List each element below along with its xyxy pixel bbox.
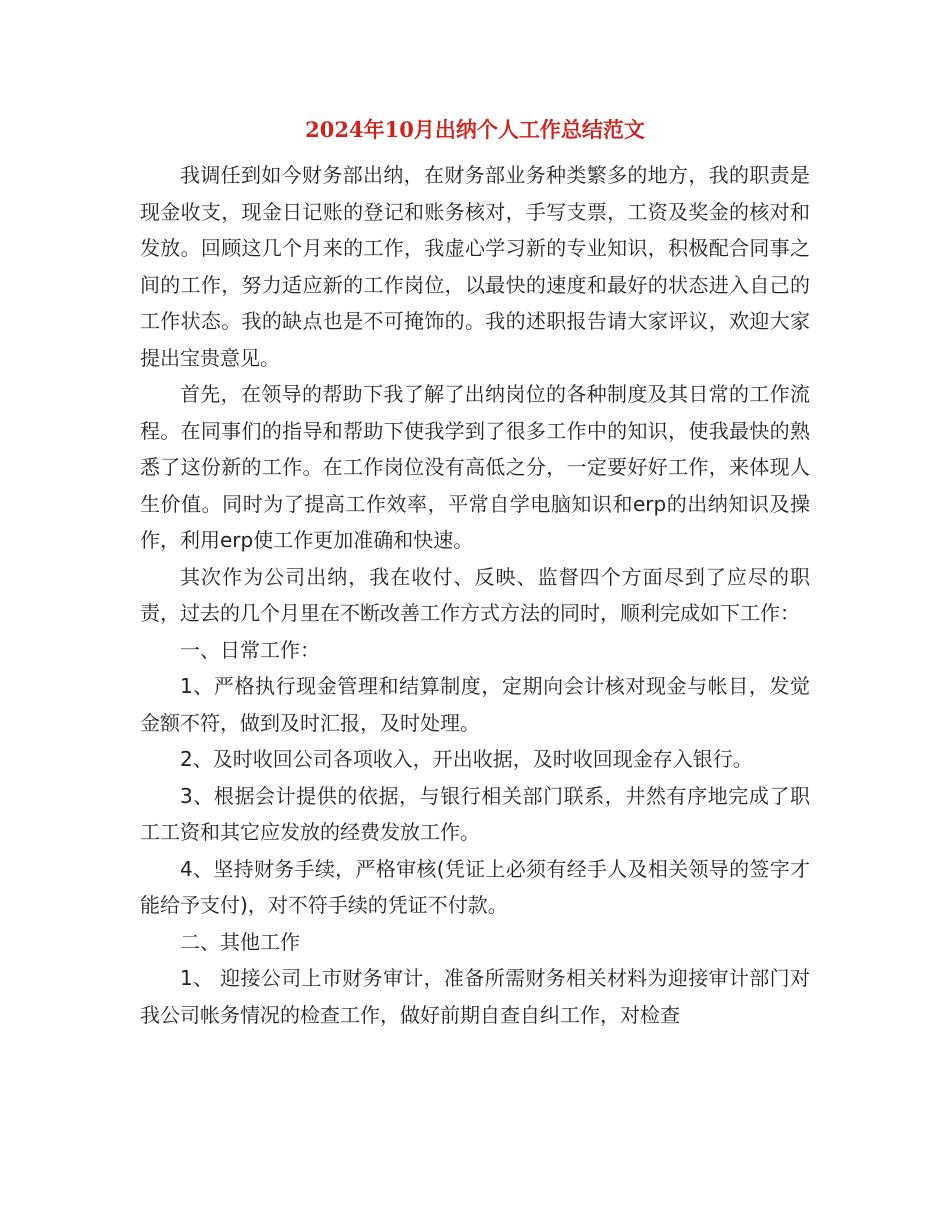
list-item-1: 1、严格执行现金管理和结算制度，定期向会计核对现金与帐目，发觉金额不符，做到及时汇报，及时处理。 <box>140 674 810 735</box>
list-item-other-1: 1、 迎接公司上市财务审计，准备所需财务相关材料为迎接审计部门对我公司帐务情况的检查工作，做好前期自查自纠工作，对检查 <box>140 966 810 1027</box>
list-item-2: 2、及时收回公司各项收入，开出收据，及时收回现金存入银行。 <box>180 747 753 771</box>
list-item-3: 3、根据会计提供的依据，与银行相关部门联系，井然有序地完成了职工工资和其它应发放的经费发放工作。 <box>140 783 810 844</box>
section-heading-other-work: 二、其他工作 <box>180 929 300 954</box>
document-title: 2024年10月出纳个人工作总结范文 <box>305 117 645 142</box>
section-heading-daily-work: 一、日常工作： <box>180 637 320 662</box>
document-body <box>140 157 810 1033</box>
paragraph-intro: 我调任到如今财务部出纳，在财务部业务种类繁多的地方，我的职责是现金收支，现金日记账的登记和账务核对，手写支票，工资及奖金的核对和发放。回顾这几个月来的工作，我虚心学习新的专业知识，积极配合同事之间的工作，努力适应新的工作岗位，以最快的速度和最好的状态进入自己的工作状态。我的缺点也是不可掩饰的。我的述职报告请大家评议，欢迎大家提出宝贵意见。 <box>140 163 810 370</box>
paragraph-first: 首先，在领导的帮助下我了解了出纳岗位的各种制度及其日常的工作流程。在同事们的指导和帮助下使我学到了很多工作中的知识，使我最快的熟悉了这份新的工作。在工作岗位没有高低之分，一定要好好工作，来体现人生价值。同时为了提高工作效率，平常自学电脑知识和erp的出纳知识及操作，利用erp使工作更加准确和快速。 <box>140 382 810 552</box>
paragraph-second: 其次作为公司出纳，我在收付、反映、监督四个方面尽到了应尽的职责，过去的几个月里在不断改善工作方式方法的同时，顺利完成如下工作： <box>140 564 810 625</box>
list-item-4: 4、坚持财务手续，严格审核(凭证上必须有经手人及相关领导的签字才能给予支付)，对不符手续的凭证不付款。 <box>140 856 810 917</box>
